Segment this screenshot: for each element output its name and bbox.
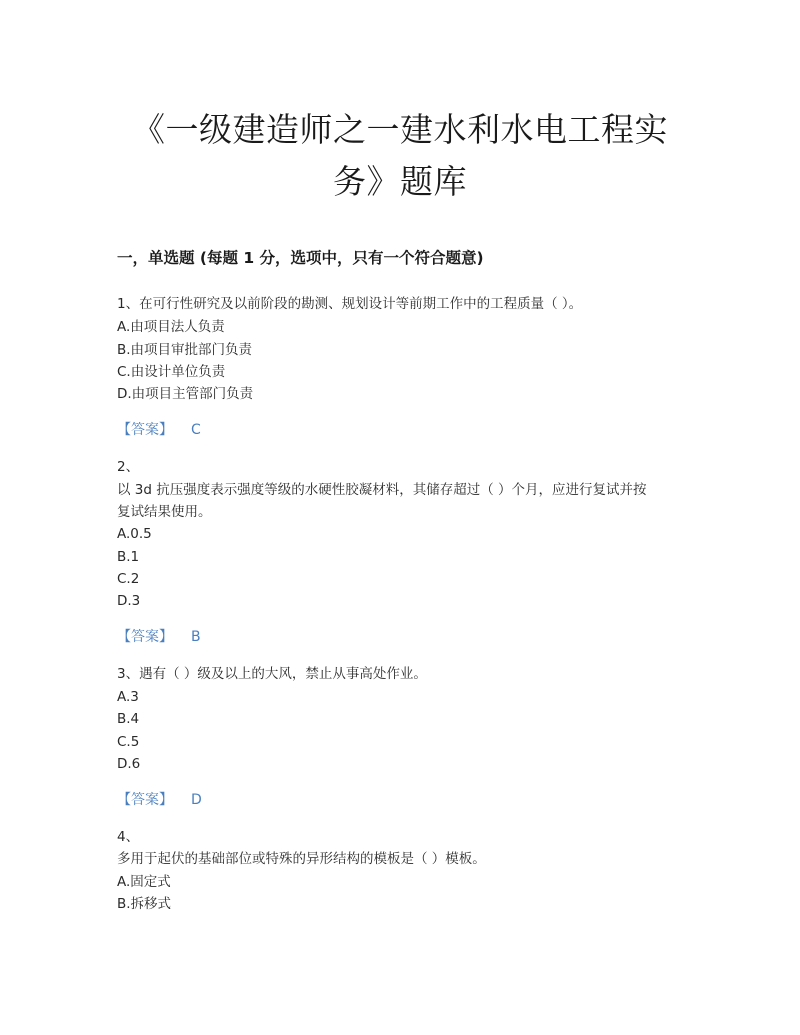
answer-value: D: [191, 792, 202, 808]
question-1-option-b: B.由项目审批部门负责: [117, 342, 253, 358]
question-1-answer: [117, 420, 201, 440]
answer-label: 【答案】: [117, 629, 173, 645]
question-2-option-b: B.1: [117, 549, 140, 565]
question-3-option-b: B.4: [117, 711, 140, 727]
question-4-stem: 多用于起伏的基础部位或特殊的异形结构的模板是（ ）模板。: [117, 851, 486, 867]
question-4-number: 4、: [117, 829, 140, 845]
question-2-answer: [117, 627, 201, 647]
question-3-option-a: A.3: [117, 689, 139, 705]
answer-value: B: [191, 629, 201, 645]
document-title-line-1: 《一级建造师之一建水利水电工程实: [132, 110, 668, 149]
question-3-option-d: D.6: [117, 756, 141, 772]
question-1-option-c: C.由设计单位负责: [117, 364, 226, 380]
question-3-option-c: C.5: [117, 734, 140, 750]
question-1-option-d: D.由项目主管部门负责: [117, 386, 254, 402]
question-4-option-a: A.固定式: [117, 874, 171, 890]
document-title: [100, 104, 700, 208]
question-1-stem: 1、在可行性研究及以前阶段的勘测、规划设计等前期工作中的工程质量（ ）。: [117, 296, 583, 312]
answer-label: 【答案】: [117, 792, 173, 808]
question-2-option-a: A.0.5: [117, 526, 152, 542]
document-title-line-2: 务》题库: [333, 162, 467, 201]
question-2-option-c: C.2: [117, 571, 140, 587]
question-2-number: 2、: [117, 459, 140, 475]
question-4-option-b: B.拆移式: [117, 896, 172, 912]
question-2-stem-line-2: 复试结果使用。: [117, 504, 212, 520]
question-1-option-a: A.由项目法人负责: [117, 319, 225, 335]
question-3-stem: 3、遇有（ ）级及以上的大风，禁止从事高处作业。: [117, 666, 427, 682]
answer-value: C: [191, 422, 201, 438]
section-heading: 一，单选题 (每题 1 分，选项中，只有一个符合题意): [117, 249, 484, 267]
question-3-answer: [117, 790, 202, 810]
question-2-stem-line-1: 以 3d 抗压强度表示强度等级的水硬性胶凝材料，其储存超过（ ）个月，应进行复试并按: [117, 482, 647, 498]
answer-label: 【答案】: [117, 422, 173, 438]
question-2-option-d: D.3: [117, 593, 141, 609]
